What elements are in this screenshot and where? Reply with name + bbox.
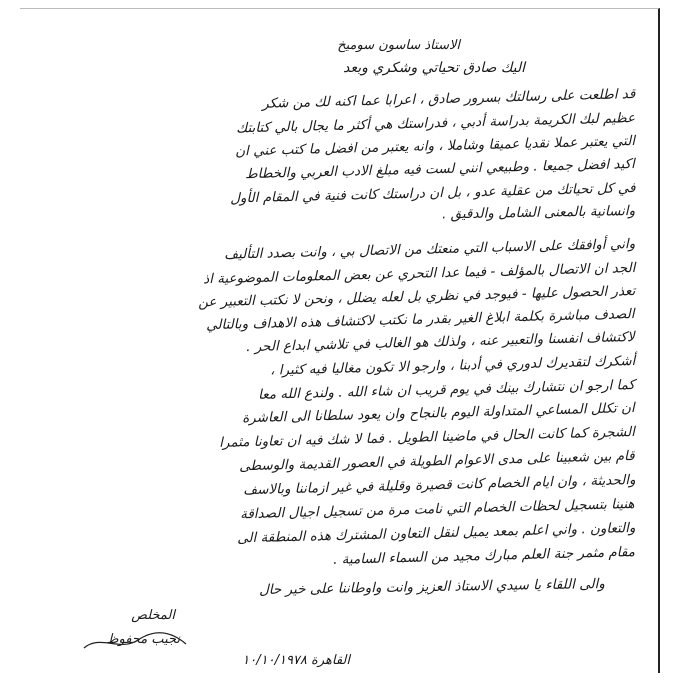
body-line-10: الصدف مباشرة بكلمة ابلاغ الغير بقدر ما نكتب لاكتشاف هذه الاهداف وبالتالي <box>206 306 636 334</box>
letter-signature: نجيب محفوظ <box>106 632 180 647</box>
body-line-1: قد اطلعت على رسالتك بسرور صادق ، اعرابا عما اكنه لك من شكر <box>261 86 636 112</box>
body-line-4: اكيد افضل جميعا . وطبيعي انني لست فيه مبلغ الادب العربي والخطاط <box>245 156 636 183</box>
letter-closing: المخلص <box>131 608 175 623</box>
letter-page <box>40 28 635 673</box>
body-line-17: والحديثة ، وان ايام الخصام كانت قصيرة وقليلة في غير ازماننا وبالاسف <box>242 472 636 499</box>
letter-addressee: الاستاذ ساسون سوميخ <box>337 38 460 53</box>
body-line-12: أشكرك لتقديرك لدوري في أدبنا ، وارجو الا تكون مغاليا فيه كثيرا ، <box>269 353 636 379</box>
body-line-18: هنينا بتسجيل لحظات الخصام التي نامت مرة من تسجيل اجيال الصداقة <box>240 496 636 523</box>
body-line-20: مقام مثمر جنة العلم مبارك مجيد من السماء السامية . <box>332 544 636 568</box>
body-line-14: ان تكلل المساعي المتداولة اليوم بالنجاح وان يعود سلطانا الى العاشرة <box>242 400 636 427</box>
body-line-7: واني أوافقك على الاسباب التي منعتك من الاتصال بي ، وانت بصدد التأليف <box>223 236 636 263</box>
body-line-3: التي يعتبر عملا نقديا عميقا وشاملا ، وانه يعتبر من افضل ما كتب عني ان <box>234 133 636 160</box>
body-line-13: كما ارجو ان نتشارك بينك في يوم قريب ان شاء الله . ولندع الله معا <box>258 377 636 403</box>
body-line-19: والتعاون . واني اعلم بمعد يميل لنقل التعاون المشترك هذه المنطقة الى <box>236 520 636 547</box>
body-line-15: الشجرة كما كانت الحال في ماضينا الطويل . فما لا شك فيه ان تعاونا مثمرا <box>219 424 636 451</box>
body-line-5: في كل تحياتك من عقلية عدو ، بل ان دراستك كانت فنية في المقام الأول <box>229 180 636 207</box>
body-line-9: تعذر الحصول عليها - فيوجد في نظري بل لعله يضلل ، ونحن لا نكتب التعبير عن <box>197 283 636 311</box>
body-line-6: وانسانية بالمعنى الشامل والدقيق . <box>441 203 636 223</box>
body-line-21: والى اللقاء يا سيدي الاستاذ العزيز وانت واوطاننا على خير حال <box>259 576 606 599</box>
signature-flourish <box>80 626 190 656</box>
place-date: القاهرة ١٠/١٠/١٩٧٨ <box>242 653 350 668</box>
body-line-11: لاكتشاف انفسنا والتعبير عنه ، ولذلك هو الغالب في تلاشي ابداع الحر . <box>246 329 636 356</box>
letter-greeting: اليك صادق تحياتي وشكري وبعد <box>343 60 525 76</box>
body-line-16: قام بين شعبينا على مدى الاعوام الطويلة في العصور القديمة والوسطى <box>239 448 636 475</box>
body-line-2: عظيم لبك الكريمة بدراسة أدبي ، فدراستك هي أكثر ما يجال بالي كتابتك <box>235 110 636 137</box>
body-line-8: الجد ان الاتصال بالمؤلف - فيما عدا التحري عن بعض المعلومات الموضوعية اذ <box>202 260 636 288</box>
